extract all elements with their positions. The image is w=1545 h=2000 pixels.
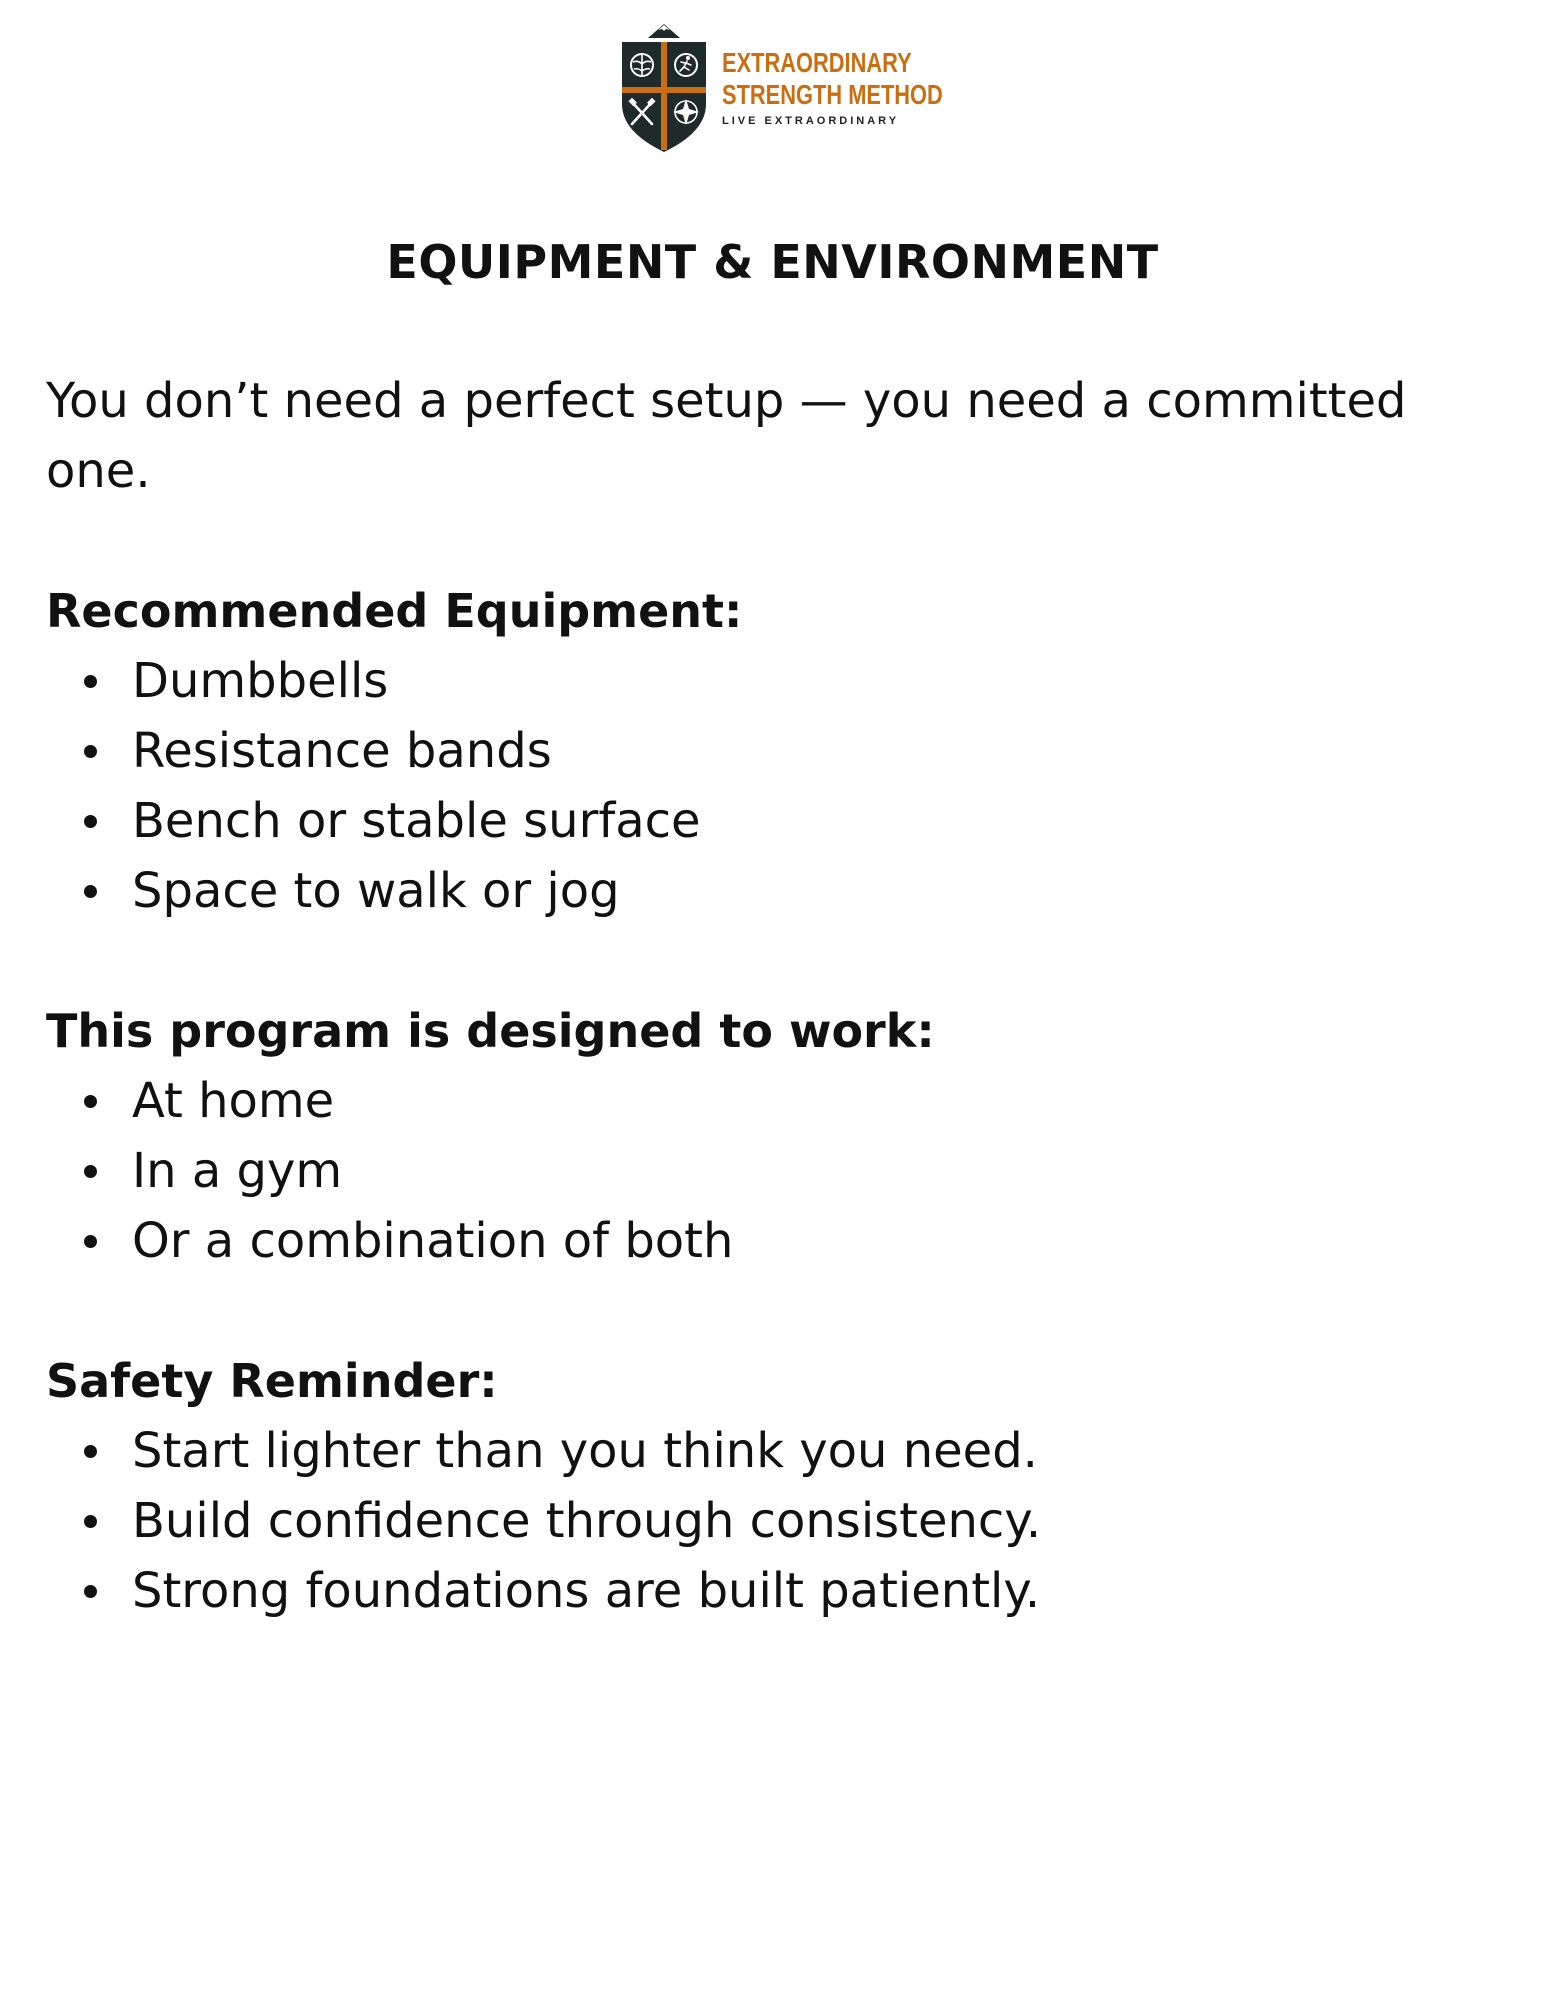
list-item bbox=[46, 1206, 1486, 1276]
intro-paragraph: You don’t need a perfect setup — you need a committed one. bbox=[46, 373, 1407, 499]
shield-logo-icon bbox=[618, 24, 710, 154]
list-item bbox=[46, 786, 1486, 856]
bullet-icon bbox=[84, 745, 97, 758]
bullet-icon bbox=[84, 1165, 97, 1178]
bullet-icon bbox=[84, 1445, 97, 1458]
brand-name-line2: STRENGTH METHOD bbox=[722, 79, 943, 110]
section-program-designed-to-work bbox=[46, 996, 1486, 1276]
bullet-icon bbox=[84, 1235, 97, 1248]
bullet-icon bbox=[84, 885, 97, 898]
list-item bbox=[46, 856, 1486, 926]
list-item-text: Or a combination of both bbox=[132, 1213, 734, 1269]
section-recommended-equipment bbox=[46, 576, 1486, 926]
section-safety-reminder bbox=[46, 1346, 1486, 1626]
list-item-text: At home bbox=[132, 1073, 335, 1129]
bullet-icon bbox=[84, 675, 97, 688]
list-item bbox=[46, 1136, 1486, 1206]
page-title: EQUIPMENT & ENVIRONMENT bbox=[386, 235, 1159, 289]
bullet-icon bbox=[84, 1515, 97, 1528]
list-item-text: Space to walk or jog bbox=[132, 863, 620, 919]
brand-tagline: LIVE EXTRAORDINARY bbox=[722, 115, 900, 127]
bullet-icon bbox=[84, 815, 97, 828]
list-item bbox=[46, 1486, 1486, 1556]
list-item-text: In a gym bbox=[132, 1143, 343, 1199]
list-item bbox=[46, 1416, 1486, 1486]
bullet-list bbox=[46, 1066, 1486, 1276]
brand-logo bbox=[618, 24, 943, 154]
bullet-list bbox=[46, 1416, 1486, 1626]
brand-wordmark bbox=[722, 47, 942, 127]
list-item bbox=[46, 1556, 1486, 1626]
list-item bbox=[46, 646, 1486, 716]
section-heading: Safety Reminder: bbox=[46, 1354, 498, 1408]
list-item bbox=[46, 716, 1486, 786]
section-heading: This program is designed to work: bbox=[46, 1004, 935, 1058]
bullet-list bbox=[46, 646, 1486, 926]
list-item-text: Dumbbells bbox=[132, 653, 389, 709]
list-item-text: Start lighter than you think you need. bbox=[132, 1423, 1038, 1479]
bullet-icon bbox=[84, 1095, 97, 1108]
section-heading: Recommended Equipment: bbox=[46, 584, 743, 638]
list-item-text: Resistance bands bbox=[132, 723, 552, 779]
brand-name-line1: EXTRAORDINARY bbox=[722, 47, 912, 78]
list-item-text: Bench or stable surface bbox=[132, 793, 701, 849]
list-item bbox=[46, 1066, 1486, 1136]
document-body bbox=[46, 366, 1486, 1626]
bullet-icon bbox=[84, 1585, 97, 1598]
list-item-text: Strong foundations are built patiently. bbox=[132, 1563, 1041, 1619]
list-item-text: Build confidence through consistency. bbox=[132, 1493, 1042, 1549]
